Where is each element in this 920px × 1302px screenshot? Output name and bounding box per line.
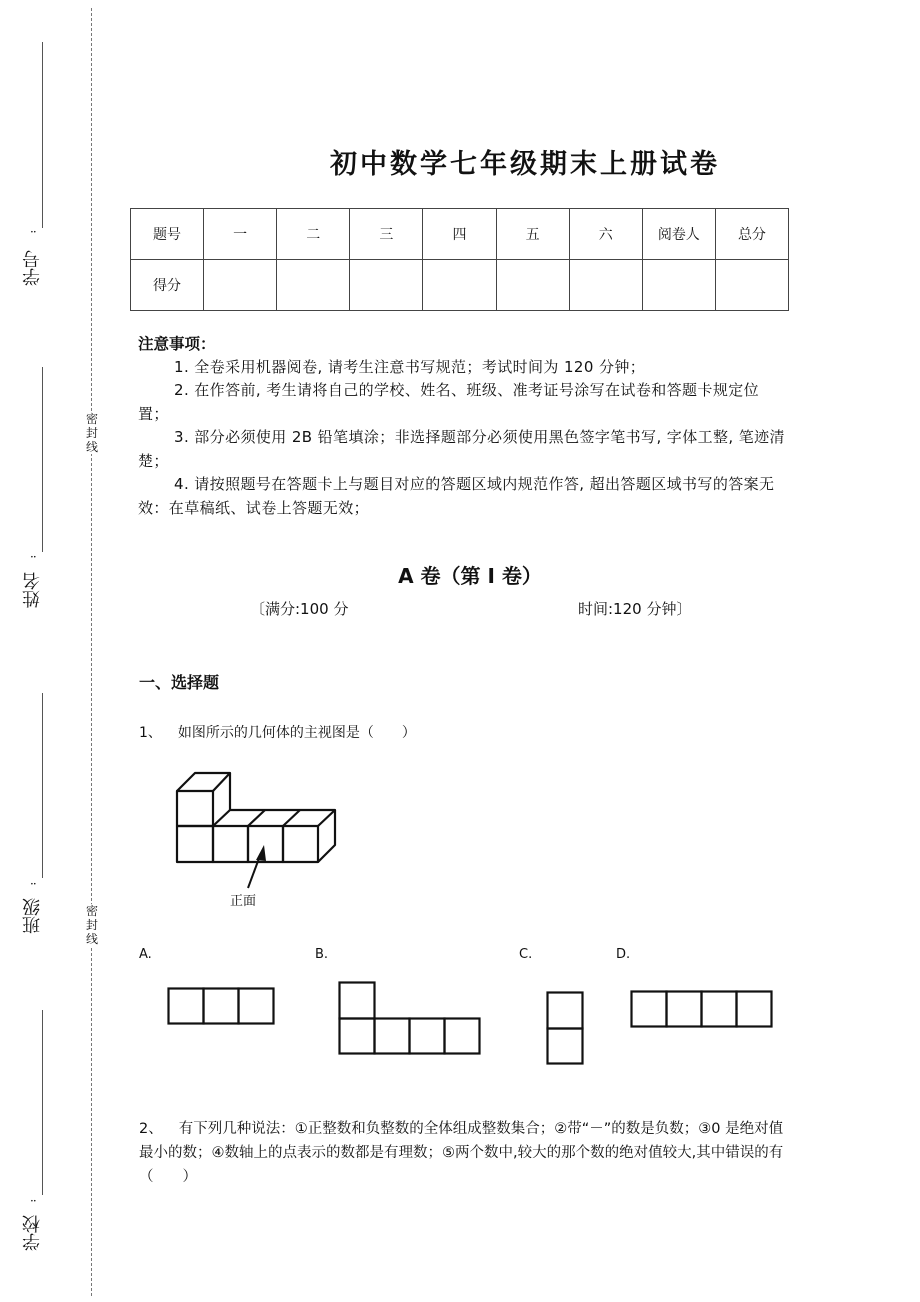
score-input-cell[interactable]: [496, 260, 569, 311]
figure-label-front: 正面: [230, 894, 257, 909]
table-row: [131, 260, 789, 311]
table-cell: 六: [569, 209, 642, 260]
score-input-cell[interactable]: [350, 260, 423, 311]
table-cell: 五: [496, 209, 569, 260]
seal-label: [84, 904, 100, 946]
seal-char: 线: [85, 440, 98, 454]
table-cell: 二: [277, 209, 350, 260]
note-item: 4. 请按照题号在答题卡上与题目对应的答题区域内规范作答, 超出答题区域书写的答案无效：在草稿纸、试卷上答题无效；: [138, 475, 775, 517]
question-number: 2、: [139, 1121, 163, 1137]
score-input-cell[interactable]: [642, 260, 715, 311]
score-input-cell[interactable]: [204, 260, 277, 311]
exam-time: 时间:120 分钟〕: [578, 600, 692, 618]
colon: ··: [30, 1194, 36, 1208]
table-header-row: [131, 209, 789, 260]
option-a-figure[interactable]: [167, 987, 277, 1027]
option-c-figure[interactable]: [546, 991, 586, 1066]
score-input-cell[interactable]: [277, 260, 350, 311]
table-cell: 一: [204, 209, 277, 260]
option-d-label[interactable]: D.: [616, 947, 631, 962]
note-item: 2. 在作答前, 考生请将自己的学校、姓名、班级、准考证号涂写在试卷和答题卡规定位置；: [138, 381, 760, 423]
notes-heading: 注意事项：: [138, 334, 216, 353]
name-line[interactable]: [42, 367, 43, 552]
table-cell: 题号: [131, 209, 204, 260]
colon: ··: [30, 225, 36, 239]
student-id-label: 学号: [22, 250, 43, 286]
colon: ··: [30, 877, 36, 891]
score-input-cell[interactable]: [423, 260, 496, 311]
table-cell: 四: [423, 209, 496, 260]
note-item: 3. 部分必须使用 2B 铅笔填涂；非选择题部分必须使用黑色签字笔书写, 字体工整, 笔迹清楚；: [138, 428, 785, 470]
option-c-label[interactable]: C.: [519, 947, 533, 962]
option-a-label[interactable]: A.: [139, 947, 152, 962]
table-cell: 阅卷人: [642, 209, 715, 260]
seal-char: 封: [85, 426, 98, 440]
colon: ··: [30, 550, 36, 564]
score-input-cell[interactable]: [715, 260, 788, 311]
student-id-line[interactable]: [42, 42, 43, 228]
seal-char: 密: [85, 412, 98, 426]
exam-notes: [138, 332, 788, 520]
question-number: 1、: [139, 725, 162, 741]
cube-solid-figure: [160, 765, 360, 915]
option-b-label[interactable]: B.: [315, 947, 329, 962]
seal-char: 密: [85, 904, 98, 918]
class-label: 班级: [22, 898, 43, 934]
option-d-figure[interactable]: [630, 990, 775, 1030]
school-line[interactable]: [42, 1010, 43, 1195]
score-table: [130, 208, 789, 311]
option-b-figure[interactable]: [338, 981, 483, 1056]
seal-char: 封: [85, 918, 98, 932]
section-heading: 一、选择题: [139, 673, 220, 692]
table-cell: 得分: [131, 260, 204, 311]
section-a-title: A 卷（第 I 卷）: [398, 564, 542, 588]
question-1: [139, 722, 416, 742]
page-title: 初中数学七年级期末上册试卷: [330, 149, 720, 180]
full-score: 〔满分:100 分: [250, 600, 349, 618]
seal-char: 线: [85, 932, 98, 946]
question-2: [139, 1117, 789, 1189]
name-label: 姓名: [22, 572, 43, 608]
table-cell: 总分: [715, 209, 788, 260]
question-text: 有下列几种说法：①正整数和负整数的全体组成整数集合；②带“－”的数是负数；③0 是绝对值最小的数；④数轴上的点表示的数都是有理数；⑤两个数中,较大的那个数的绝对值较大,其中错误的有（ ）: [139, 1121, 784, 1185]
seal-dashed-line: [91, 8, 92, 1296]
note-item: 1. 全卷采用机器阅卷, 请考生注意书写规范；考试时间为 120 分钟；: [174, 357, 646, 376]
seal-label: [84, 412, 100, 454]
score-input-cell[interactable]: [569, 260, 642, 311]
class-line[interactable]: [42, 693, 43, 878]
question-text: 如图所示的几何体的主视图是（ ）: [177, 725, 416, 741]
table-cell: 三: [350, 209, 423, 260]
school-label: 学校: [22, 1215, 43, 1251]
